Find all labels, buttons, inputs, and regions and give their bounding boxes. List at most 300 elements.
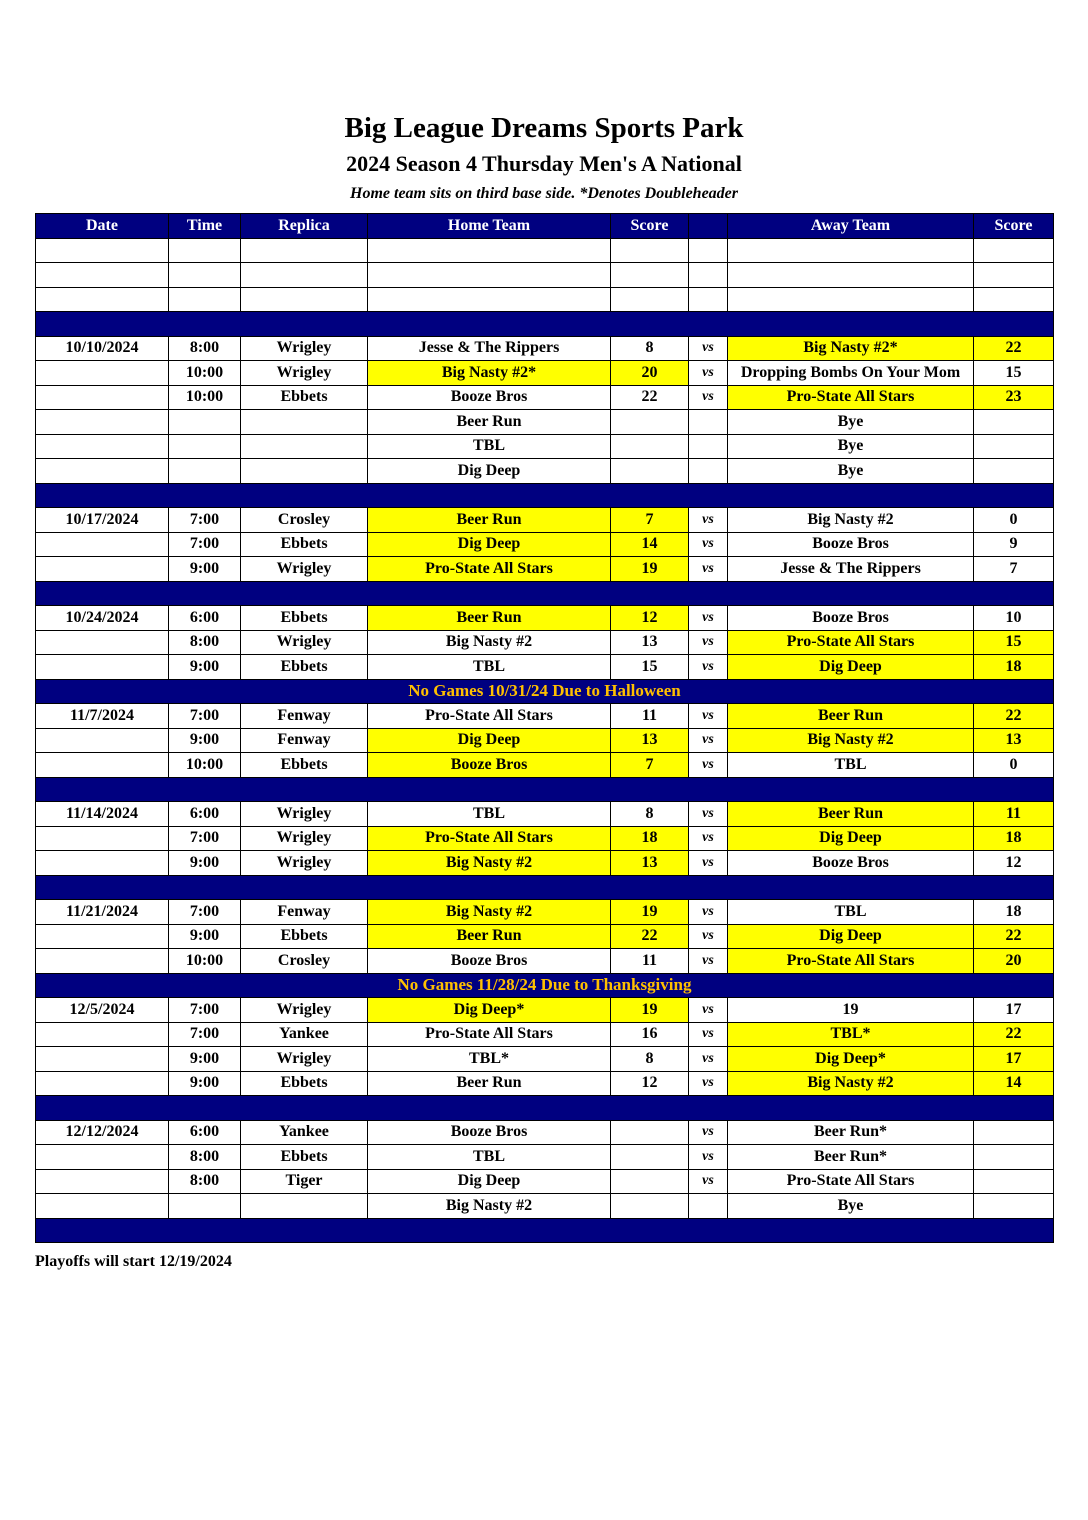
away-score-cell [974,1120,1054,1145]
away-team-cell: Bye [728,459,974,484]
vs-cell [689,287,728,312]
schedule-body [36,238,1054,1243]
away-team-cell: Big Nasty #2 [728,508,974,533]
home-team-cell [368,287,611,312]
away-team-cell: Booze Bros [728,532,974,557]
away-score-cell: 0 [974,753,1054,778]
away-score-cell: 0 [974,508,1054,533]
replica-cell: Fenway [241,900,368,925]
date-cell: 10/24/2024 [36,606,169,631]
time-cell: 7:00 [169,826,241,851]
game-row [36,606,1054,631]
away-score-cell: 18 [974,655,1054,680]
date-cell [36,924,169,949]
time-cell: 10:00 [169,385,241,410]
away-team-cell: Dig Deep [728,924,974,949]
game-row [36,1022,1054,1047]
vs-cell [689,1194,728,1219]
vs-cell: vs [689,728,728,753]
separator-cell [36,875,1054,900]
away-team-cell: Dig Deep* [728,1047,974,1072]
home-score-cell: 13 [611,728,689,753]
home-team-cell: Big Nasty #2 [368,851,611,876]
time-cell: 8:00 [169,1169,241,1194]
vs-cell [689,459,728,484]
home-score-cell: 8 [611,802,689,827]
home-score-cell: 11 [611,704,689,729]
away-score-cell [974,287,1054,312]
replica-cell [241,263,368,288]
col-header-time: Time [169,214,241,239]
vs-cell: vs [689,655,728,680]
replica-cell: Ebbets [241,385,368,410]
home-score-cell: 18 [611,826,689,851]
away-score-cell [974,459,1054,484]
vs-cell [689,238,728,263]
away-team-cell: TBL [728,900,974,925]
vs-cell: vs [689,704,728,729]
away-score-cell: 22 [974,704,1054,729]
away-team-cell: Pro-State All Stars [728,949,974,974]
date-cell [36,1071,169,1096]
date-cell [36,532,169,557]
away-score-cell: 20 [974,949,1054,974]
replica-cell: Wrigley [241,1047,368,1072]
home-team-cell: Dig Deep* [368,998,611,1023]
home-team-cell: Pro-State All Stars [368,826,611,851]
time-cell: 9:00 [169,655,241,680]
home-score-cell [611,459,689,484]
vs-cell: vs [689,998,728,1023]
date-cell [36,630,169,655]
replica-cell [241,434,368,459]
col-header-home-team: Home Team [368,214,611,239]
time-cell: 8:00 [169,630,241,655]
blank-row [36,238,1054,263]
replica-cell: Ebbets [241,1071,368,1096]
date-cell [36,949,169,974]
game-row [36,1145,1054,1170]
home-score-cell: 12 [611,1071,689,1096]
date-cell [36,753,169,778]
date-cell: 11/21/2024 [36,900,169,925]
home-score-cell: 7 [611,753,689,778]
home-team-cell: Beer Run [368,1071,611,1096]
home-team-cell: Booze Bros [368,753,611,778]
time-cell: 6:00 [169,606,241,631]
replica-cell: Wrigley [241,361,368,386]
date-cell [36,1047,169,1072]
game-row [36,385,1054,410]
time-cell [169,287,241,312]
home-team-cell: Dig Deep [368,532,611,557]
time-cell [169,410,241,435]
home-team-cell [368,238,611,263]
blank-row [36,287,1054,312]
vs-cell: vs [689,1169,728,1194]
away-team-cell: 19 [728,998,974,1023]
away-score-cell: 15 [974,361,1054,386]
game-row [36,924,1054,949]
home-team-cell: Dig Deep [368,1169,611,1194]
time-cell [169,263,241,288]
separator-row [36,581,1054,606]
game-row [36,1169,1054,1194]
away-team-cell: Dig Deep [728,655,974,680]
home-team-cell: Pro-State All Stars [368,1022,611,1047]
replica-cell: Wrigley [241,802,368,827]
page-title: Big League Dreams Sports Park [344,112,744,144]
home-score-cell: 11 [611,949,689,974]
replica-cell: Crosley [241,949,368,974]
game-row [36,532,1054,557]
date-cell: 11/7/2024 [36,704,169,729]
away-score-cell [974,263,1054,288]
replica-cell: Wrigley [241,851,368,876]
notice-row [36,973,1054,998]
time-cell [169,459,241,484]
game-row [36,851,1054,876]
home-score-cell: 7 [611,508,689,533]
col-header-home-score: Score [611,214,689,239]
game-row [36,802,1054,827]
vs-cell: vs [689,1022,728,1047]
header-row [36,214,1054,239]
away-team-cell: TBL* [728,1022,974,1047]
date-cell [36,263,169,288]
vs-cell: vs [689,1120,728,1145]
time-cell: 9:00 [169,1071,241,1096]
home-team-cell: Dig Deep [368,728,611,753]
date-cell [36,238,169,263]
date-cell: 11/14/2024 [36,802,169,827]
home-score-cell: 8 [611,336,689,361]
home-score-cell [611,1194,689,1219]
vs-cell: vs [689,361,728,386]
time-cell: 9:00 [169,557,241,582]
vs-cell: vs [689,949,728,974]
vs-cell [689,434,728,459]
vs-cell: vs [689,630,728,655]
away-team-cell: Booze Bros [728,606,974,631]
home-score-cell: 20 [611,361,689,386]
playoffs-note: Playoffs will start 12/19/2024 [35,1253,232,1270]
page-subtitle: 2024 Season 4 Thursday Men's A National [346,151,742,176]
home-team-cell: Booze Bros [368,1120,611,1145]
date-cell [36,385,169,410]
date-cell [36,459,169,484]
time-cell: 7:00 [169,704,241,729]
vs-cell: vs [689,385,728,410]
game-row [36,508,1054,533]
game-row [36,753,1054,778]
col-header-replica: Replica [241,214,368,239]
away-score-cell [974,1145,1054,1170]
date-cell [36,557,169,582]
game-row [36,1120,1054,1145]
home-team-cell: Beer Run [368,410,611,435]
home-team-cell: Beer Run [368,606,611,631]
home-team-cell: Big Nasty #2 [368,630,611,655]
home-team-cell [368,263,611,288]
away-score-cell: 10 [974,606,1054,631]
time-cell: 9:00 [169,851,241,876]
home-score-cell: 13 [611,630,689,655]
replica-cell: Yankee [241,1120,368,1145]
separator-row [36,777,1054,802]
time-cell: 7:00 [169,998,241,1023]
away-score-cell: 23 [974,385,1054,410]
time-cell: 10:00 [169,361,241,386]
col-header-away-team: Away Team [728,214,974,239]
date-cell: 12/5/2024 [36,998,169,1023]
home-score-cell: 15 [611,655,689,680]
time-cell [169,434,241,459]
replica-cell: Fenway [241,704,368,729]
game-row [36,704,1054,729]
vs-cell: vs [689,924,728,949]
away-score-cell: 17 [974,1047,1054,1072]
home-team-cell: Jesse & The Rippers [368,336,611,361]
date-cell [36,1022,169,1047]
home-score-cell: 19 [611,998,689,1023]
away-score-cell [974,238,1054,263]
away-score-cell: 14 [974,1071,1054,1096]
home-score-cell [611,410,689,435]
time-cell: 6:00 [169,1120,241,1145]
away-score-cell [974,434,1054,459]
away-score-cell [974,1194,1054,1219]
away-team-cell: Booze Bros [728,851,974,876]
game-row [36,655,1054,680]
schedule-table [35,213,1054,1243]
date-cell [36,851,169,876]
date-cell: 10/10/2024 [36,336,169,361]
vs-cell: vs [689,532,728,557]
away-score-cell: 17 [974,998,1054,1023]
date-cell [36,728,169,753]
time-cell: 8:00 [169,336,241,361]
page-note: Home team sits on third base side. *Denotes Doubleheader [350,185,738,202]
home-score-cell: 14 [611,532,689,557]
home-team-cell: Booze Bros [368,385,611,410]
away-score-cell: 22 [974,924,1054,949]
home-score-cell [611,263,689,288]
replica-cell: Wrigley [241,557,368,582]
time-cell: 10:00 [169,949,241,974]
away-team-cell: Bye [728,1194,974,1219]
away-score-cell: 15 [974,630,1054,655]
away-team-cell: Pro-State All Stars [728,1169,974,1194]
game-row [36,459,1054,484]
vs-cell: vs [689,900,728,925]
away-team-cell: Beer Run [728,704,974,729]
time-cell [169,1194,241,1219]
game-row [36,826,1054,851]
date-cell [36,287,169,312]
away-team-cell: Jesse & The Rippers [728,557,974,582]
separator-row [36,1218,1054,1243]
date-cell [36,1169,169,1194]
replica-cell: Wrigley [241,826,368,851]
replica-cell: Wrigley [241,630,368,655]
away-score-cell: 12 [974,851,1054,876]
time-cell: 7:00 [169,532,241,557]
col-header-date: Date [36,214,169,239]
home-score-cell [611,238,689,263]
home-score-cell [611,1145,689,1170]
replica-cell: Ebbets [241,1145,368,1170]
away-score-cell [974,1169,1054,1194]
date-cell: 10/17/2024 [36,508,169,533]
home-team-cell: TBL [368,434,611,459]
home-score-cell [611,287,689,312]
away-score-cell: 18 [974,826,1054,851]
col-header-away-score: Score [974,214,1054,239]
game-row [36,949,1054,974]
time-cell: 9:00 [169,924,241,949]
replica-cell [241,410,368,435]
separator-cell [36,312,1054,337]
separator-row [36,1096,1054,1121]
home-score-cell: 19 [611,557,689,582]
game-row [36,728,1054,753]
date-cell [36,1145,169,1170]
replica-cell: Ebbets [241,753,368,778]
replica-cell: Ebbets [241,655,368,680]
away-team-cell [728,263,974,288]
away-team-cell: Big Nasty #2 [728,1071,974,1096]
home-team-cell: TBL [368,1145,611,1170]
game-row [36,1047,1054,1072]
separator-row [36,483,1054,508]
away-team-cell: TBL [728,753,974,778]
replica-cell [241,287,368,312]
home-team-cell: Beer Run [368,924,611,949]
home-score-cell [611,1120,689,1145]
separator-cell [36,1096,1054,1121]
date-cell [36,361,169,386]
home-score-cell: 16 [611,1022,689,1047]
vs-cell: vs [689,606,728,631]
game-row [36,410,1054,435]
away-team-cell: Big Nasty #2 [728,728,974,753]
time-cell: 6:00 [169,802,241,827]
date-cell: 12/12/2024 [36,1120,169,1145]
vs-cell: vs [689,753,728,778]
date-cell [36,655,169,680]
date-cell [36,410,169,435]
time-cell: 10:00 [169,753,241,778]
date-cell [36,826,169,851]
home-team-cell: Big Nasty #2* [368,361,611,386]
time-cell: 7:00 [169,900,241,925]
away-team-cell: Dropping Bombs On Your Mom [728,361,974,386]
vs-cell [689,410,728,435]
home-score-cell: 22 [611,385,689,410]
time-cell [169,238,241,263]
home-team-cell: Pro-State All Stars [368,557,611,582]
home-score-cell: 12 [611,606,689,631]
away-team-cell: Pro-State All Stars [728,630,974,655]
game-row [36,998,1054,1023]
home-score-cell: 8 [611,1047,689,1072]
notice-cell: No Games 10/31/24 Due to Halloween [36,679,1054,704]
home-score-cell [611,434,689,459]
vs-cell: vs [689,802,728,827]
replica-cell: Wrigley [241,336,368,361]
away-team-cell: Beer Run [728,802,974,827]
game-row [36,1194,1054,1219]
home-team-cell: Big Nasty #2 [368,900,611,925]
away-score-cell: 22 [974,336,1054,361]
vs-cell: vs [689,508,728,533]
home-team-cell: Dig Deep [368,459,611,484]
time-cell: 7:00 [169,508,241,533]
game-row [36,900,1054,925]
notice-cell: No Games 11/28/24 Due to Thanksgiving [36,973,1054,998]
date-cell [36,1194,169,1219]
replica-cell: Yankee [241,1022,368,1047]
home-score-cell: 19 [611,900,689,925]
time-cell: 8:00 [169,1145,241,1170]
replica-cell: Ebbets [241,606,368,631]
game-row [36,557,1054,582]
blank-row [36,263,1054,288]
time-cell: 9:00 [169,1047,241,1072]
game-row [36,336,1054,361]
replica-cell [241,1194,368,1219]
away-score-cell: 13 [974,728,1054,753]
replica-cell: Tiger [241,1169,368,1194]
time-cell: 7:00 [169,1022,241,1047]
away-score-cell: 22 [974,1022,1054,1047]
vs-cell: vs [689,826,728,851]
separator-row [36,312,1054,337]
home-team-cell: Big Nasty #2 [368,1194,611,1219]
away-team-cell: Bye [728,410,974,435]
vs-cell: vs [689,557,728,582]
game-row [36,1071,1054,1096]
home-team-cell: Booze Bros [368,949,611,974]
replica-cell: Ebbets [241,532,368,557]
vs-cell: vs [689,1071,728,1096]
home-score-cell: 13 [611,851,689,876]
vs-cell: vs [689,1047,728,1072]
away-score-cell: 9 [974,532,1054,557]
schedule-page [0,112,1088,1271]
vs-cell: vs [689,1145,728,1170]
away-score-cell [974,410,1054,435]
separator-cell [36,483,1054,508]
away-team-cell [728,238,974,263]
vs-cell: vs [689,851,728,876]
home-team-cell: TBL [368,655,611,680]
date-cell [36,434,169,459]
away-team-cell: Bye [728,434,974,459]
game-row [36,434,1054,459]
replica-cell: Wrigley [241,998,368,1023]
replica-cell: Ebbets [241,924,368,949]
replica-cell: Fenway [241,728,368,753]
away-score-cell: 11 [974,802,1054,827]
separator-cell [36,777,1054,802]
separator-cell [36,1218,1054,1243]
home-team-cell: Pro-State All Stars [368,704,611,729]
away-team-cell: Beer Run* [728,1145,974,1170]
replica-cell: Crosley [241,508,368,533]
home-team-cell: TBL [368,802,611,827]
